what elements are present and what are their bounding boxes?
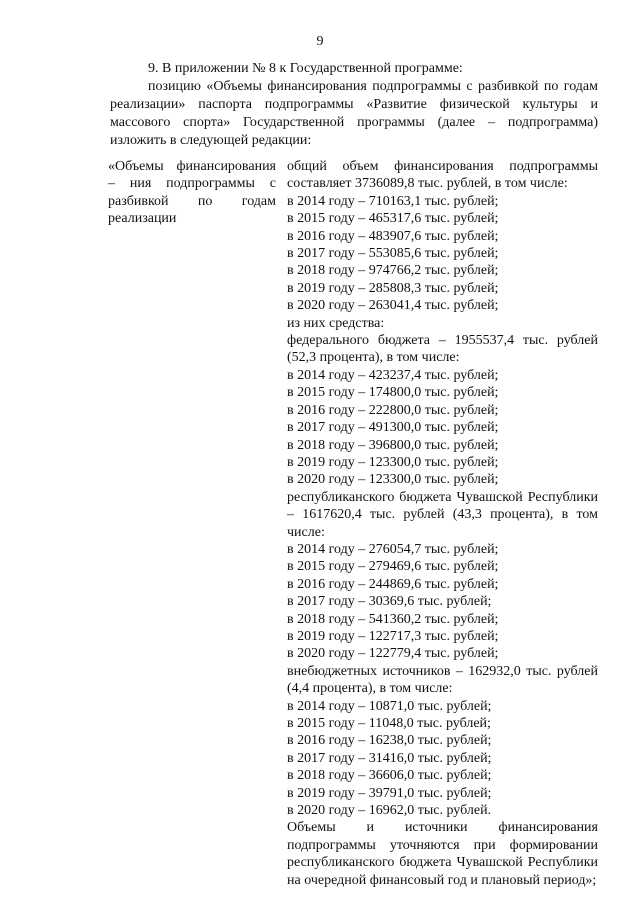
closing-note: Объемы и источники финансирования подпрограммы уточняются при формировании республиканского бюджета Чувашской Республики на очередной финансовый год и плановый период»; <box>287 820 598 888</box>
republican-year-2020: в 2020 году – 122779,4 тыс. рублей; <box>287 646 499 662</box>
republican-year-2016: в 2016 году – 244869,6 тыс. рублей; <box>287 576 499 592</box>
extrabudget-year-2015: в 2015 году – 11048,0 тыс. рублей; <box>287 716 491 731</box>
total-funding: общий объем финансирования подпрограммы составляет 3736089,8 тыс. рублей, в том числе: <box>287 159 598 192</box>
extrabudget-year-2020: в 2020 году – 16962,0 тыс. рублей. <box>287 803 492 819</box>
total-year-2014: в 2014 году – 710163,1 тыс. рублей; <box>287 193 499 209</box>
republican-year-2017: в 2017 году – 30369,6 тыс. рублей; <box>287 594 492 610</box>
total-year-2019: в 2019 году – 285808,3 тыс. рублей; <box>287 280 499 296</box>
intro-item: 9. В приложении № 8 к Государственной программе: <box>148 61 463 76</box>
extrabudget-sources: внебюджетных источников – 162932,0 тыс. рублей (4,4 процента), в том числе: <box>287 663 598 697</box>
republican-year-2015: в 2015 году – 279469,6 тыс. рублей; <box>287 559 499 575</box>
republican-year-2018: в 2018 году – 541360,2 тыс. рублей; <box>287 611 499 627</box>
federal-year-2014: в 2014 году – 423237,4 тыс. рублей; <box>287 367 499 383</box>
federal-year-2016: в 2016 году – 222800,0 тыс. рублей; <box>287 402 499 418</box>
extrabudget-year-2017: в 2017 году – 31416,0 тыс. рублей; <box>287 750 492 766</box>
federal-budget: федерального бюджета – 1955537,4 тыс. рублей (52,3 процента), в том числе: <box>287 333 598 366</box>
total-year-2016: в 2016 году – 483907,6 тыс. рублей; <box>287 228 499 244</box>
extrabudget-year-2018: в 2018 году – 36606,0 тыс. рублей; <box>287 768 492 784</box>
federal-year-2019: в 2019 году – 123300,0 тыс. рублей; <box>287 454 499 470</box>
total-year-2017: в 2017 году – 553085,6 тыс. рублей; <box>287 246 499 262</box>
extrabudget-year-2016: в 2016 году – 16238,0 тыс. рублей; <box>287 733 492 749</box>
federal-year-2017: в 2017 году – 491300,0 тыс. рублей; <box>287 420 499 436</box>
intro-block <box>110 60 598 150</box>
republican-year-2014: в 2014 году – 276054,7 тыс. рублей; <box>287 541 499 557</box>
extrabudget-year-2019: в 2019 году – 39791,0 тыс. рублей; <box>287 785 492 801</box>
sources-header: из них средства: <box>287 315 385 331</box>
intro-paragraph: позицию «Объемы финансирования подпрограммы с разбивкой по годам реализации» паспорта подпрограммы «Развитие физической культуры и массового спорта» Государственной программы (далее – подпрограмма) изложить в следующей редакции: <box>110 79 598 148</box>
republican-budget: республиканского бюджета Чувашской Республики – 1617620,4 тыс. рублей (43,3 процента), в том числе: <box>287 489 598 540</box>
table-right-cell <box>287 158 598 889</box>
federal-year-2015: в 2015 году – 174800,0 тыс. рублей; <box>287 385 499 401</box>
total-year-2015: в 2015 году – 465317,6 тыс. рублей; <box>287 211 499 227</box>
federal-year-2018: в 2018 году – 396800,0 тыс. рублей; <box>287 437 499 453</box>
extrabudget-year-2014: в 2014 году – 10871,0 тыс. рублей; <box>287 698 492 714</box>
total-year-2018: в 2018 году – 974766,2 тыс. рублей; <box>287 263 499 279</box>
total-year-2020: в 2020 году – 263041,4 тыс. рублей; <box>287 298 499 314</box>
page-number: 9 <box>316 34 324 49</box>
federal-year-2020: в 2020 году – 123300,0 тыс. рублей; <box>287 472 499 488</box>
republican-year-2019: в 2019 году – 122717,3 тыс. рублей; <box>287 628 499 644</box>
table-left-cell: «Объемы финансирования – ния подпрограммы с разбивкой по годам реализации <box>108 159 276 227</box>
